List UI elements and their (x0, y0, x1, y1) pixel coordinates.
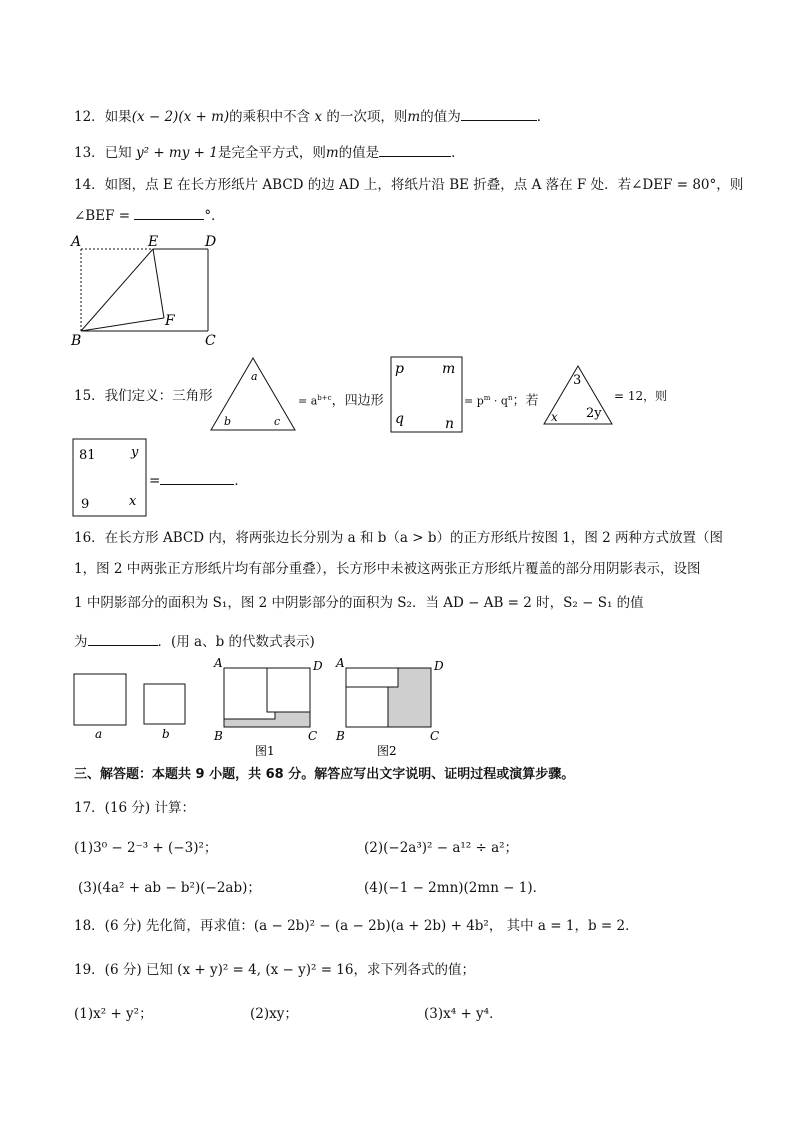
q14-label-d: D (205, 234, 217, 250)
q16-square-a (74, 674, 126, 725)
fig2-square-b (346, 687, 388, 727)
q14-fold-be (81, 249, 153, 331)
fig1-square-b (267, 668, 310, 712)
q15-def1-base: = a (298, 394, 318, 408)
q13-expression: y² + my + 1 (135, 145, 218, 161)
q15-answer-line (149, 470, 248, 491)
q17-title: 17．(16 分) 计算： (74, 800, 195, 816)
q15-quad2-9: 9 (81, 497, 90, 512)
question-18: 18．(6 分) 先化简，再求值：(a − 2b)² − (a − 2b)(a + 2b) + 4b²， 其中 a = 1，b = 2． (74, 918, 639, 934)
q15-def1-exponent: b+c (317, 394, 332, 402)
q12-var-m: m (407, 109, 421, 125)
q17-part4: (4)(−1 − 2mn)(2mn − 1)． (364, 880, 547, 896)
q16-line3: 1 中阴影部分的面积为 S₁，图 2 中阴影部分的面积为 S₂．当 AD − AB = 2 时，S₂ − S₁ 的值 (74, 595, 644, 611)
q15-tri2-right: 2y (586, 406, 602, 421)
q15-tri2-top: 3 (573, 373, 582, 388)
q14-label-a: A (71, 234, 82, 250)
q15-intro: 15．我们定义：三角形 (74, 388, 213, 404)
q12-number: 12． (74, 109, 105, 125)
q15-comma: ，四边形 (331, 393, 384, 409)
q12-var-x: x (314, 109, 323, 125)
q13-text-end: 的值是 (338, 145, 380, 161)
q15-def2 (464, 388, 538, 412)
q15-triangle-def (208, 356, 298, 434)
q17-part2: (2)(−2a³)² − a¹² ÷ a²； (364, 840, 519, 856)
q15-quad-n: n (445, 416, 455, 432)
q13-text-mid: 是完全平方式，则 (217, 145, 326, 161)
q15-quad-m: m (442, 361, 456, 377)
q15-eq12: = 12，则 (614, 389, 668, 403)
q17-part3: (3)(4a² + ab − b²)(−2ab)； (78, 880, 261, 896)
q16-square-a-label: a (95, 727, 103, 741)
q15-semi: ；若 (512, 393, 539, 409)
q15-quad2-81: 81 (79, 448, 96, 463)
q16-line4-pre: 为 (74, 634, 88, 650)
fig2-label-b: B (336, 729, 345, 743)
q15-quad-p: p (395, 361, 404, 377)
q15-def2-exp-m: m (483, 394, 491, 402)
q16-line4 (74, 631, 315, 652)
q16-figures (70, 654, 450, 762)
q15-def2-base: = p (464, 394, 484, 408)
fig1-label-b: B (214, 729, 223, 743)
q15-tri-left: b (224, 415, 232, 428)
q14-angle-label: ∠BEF = (74, 208, 135, 224)
question-13 (74, 142, 465, 163)
q14-label-e: E (148, 234, 159, 250)
q15-answer-blank[interactable] (160, 470, 234, 485)
q15-tri-top: a (251, 370, 258, 383)
q16-square-b-label: b (162, 727, 170, 741)
fig2-caption: 图2 (377, 744, 397, 758)
q14-figure (66, 230, 226, 348)
q15-quad2-x: x (129, 494, 137, 509)
fig1-caption: 图1 (255, 744, 275, 758)
fig1-label-a: A (214, 656, 223, 670)
q16-line2: 1，图 2 中两张正方形纸片均有部分重叠），长方形中未被这两张正方形纸片覆盖的部分用阴影表示，设图 (74, 561, 701, 577)
q15-quad2-y: y (131, 445, 139, 460)
q14-label-c: C (205, 333, 216, 348)
fig2-label-c: C (430, 729, 440, 743)
q15-tail: ． (234, 473, 248, 489)
q14-label-f: F (165, 313, 175, 329)
q12-text-pre: 如果 (104, 109, 132, 125)
q13-number: 13． (74, 145, 105, 161)
q15-equals: = (149, 473, 161, 489)
question-12 (74, 106, 550, 127)
fig2-label-d: D (434, 659, 444, 673)
q12-answer-blank[interactable] (461, 106, 537, 121)
q15-def2-exp-n: n (507, 394, 513, 402)
q15-tri-right: c (274, 415, 281, 428)
q17-part1: (1)3⁰ − 2⁻³ + (−3)²； (74, 840, 218, 856)
q13-tail: ． (451, 145, 465, 161)
q12-text-post: 的一次项，则 (326, 109, 408, 125)
section-3-heading: 三、解答题：本题共 9 小题，共 68 分。解答应写出文字说明、证明过程或演算步骤。 (74, 767, 575, 782)
q12-text-mid: 的乘积中不含 (229, 109, 311, 125)
q14-answer-blank[interactable] (134, 205, 204, 220)
q15-def2-mid: · q (490, 394, 508, 408)
q15-def1 (298, 388, 384, 412)
fig1-label-d: D (313, 659, 323, 673)
q14-line2 (74, 205, 225, 226)
q19-part2: (2)xy； (250, 1006, 298, 1022)
q12-text-end: 的值为 (420, 109, 461, 125)
q13-answer-blank[interactable] (379, 142, 451, 157)
q14-degree: °． (204, 208, 225, 224)
q15-quad-q: q (395, 411, 404, 427)
q14-edge-ef (153, 249, 164, 318)
q12-expression: (x − 2)(x + m) (131, 109, 230, 125)
q16-line1: 16．在长方形 ABCD 内，将两张边长分别为 a 和 b（a > b）的正方形纸片按图 1，图 2 两种方式放置（图 (74, 530, 724, 546)
q19-part3: (3)x⁴ + y⁴． (424, 1006, 503, 1022)
q19-title: 19．(6 分) 已知 (x + y)² = 4, (x − y)² = 16，求下列各式的值； (74, 962, 475, 978)
q16-line4-post: ．(用 a、b 的代数式表示) (157, 634, 315, 650)
q15-tri2-left: x (551, 410, 558, 424)
q12-tail: ． (536, 109, 551, 125)
q16-square-b (144, 684, 185, 724)
q14-label-b: B (71, 333, 82, 348)
q15-triangle-given (542, 364, 614, 426)
q15-quad-def (390, 356, 464, 434)
q16-answer-blank[interactable] (88, 631, 158, 646)
fig2-label-a: A (336, 656, 345, 670)
q19-part1: (1)x² + y²； (74, 1006, 153, 1022)
q14-line1: 14．如图，点 E 在长方形纸片 ABCD 的边 AD 上，将纸片沿 BE 折叠，点 A 落在 F 处．若∠DEF = 80°，则 (74, 177, 744, 193)
q13-text-pre: 已知 (104, 145, 132, 161)
fig1-label-c: C (308, 729, 318, 743)
q14-edge-bf (81, 318, 164, 331)
q13-var-m: m (325, 145, 339, 161)
q15-quad-given (72, 438, 148, 518)
